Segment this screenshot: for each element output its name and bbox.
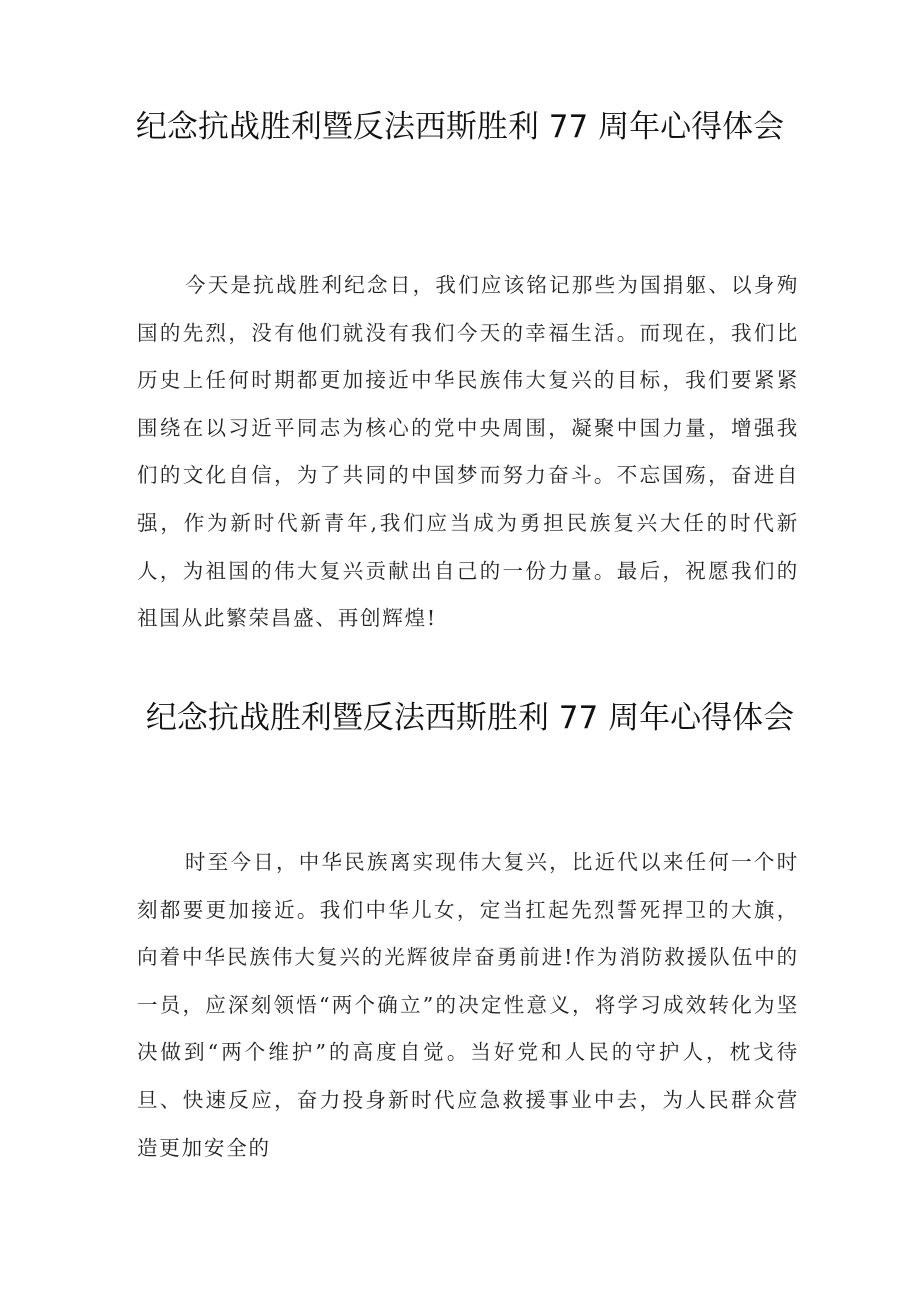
section-1-body: 今天是抗战胜利纪念日，我们应该铭记那些为国捐躯、以身殉国的先烈，没有他们就没有我们今天的幸福生活。而现在，我们比历史上任何时期都更加接近中华民族伟大复兴的目标，我们要紧紧围绕在以习近平同志为核心的党中央周围，凝聚中国力量，增强我们的文化自信，为了共同的中国梦而努力奋斗。不忘国殇，奋进自强，作为新时代新青年,我们应当成为勇担民族复兴大任的时代新人，为祖国的伟大复兴贡献出自己的一份力量。最后，祝愿我们的祖国从此繁荣昌盛、再创辉煌! — [137, 273, 799, 631]
section-2-body: 时至今日，中华民族离实现伟大复兴，比近代以来任何一个时刻都要更加接近。我们中华儿女，定当扛起先烈誓死捍卫的大旗，向着中华民族伟大复兴的光辉彼岸奋勇前进!作为消防救援队伍中的一员，应深刻领悟“两个确立”的决定性意义，将学习成效转化为坚决做到“两个维护”的高度自觉。当好党和人民的守护人，枕戈待旦、快速反应，奋力投身新时代应急救援事业中去，为人民群众营造更加安全的 — [137, 850, 799, 1160]
section-2-title: 纪念抗战胜利暨反法西斯胜利 77 周年心得体会 — [145, 700, 795, 736]
section-1-title: 纪念抗战胜利暨反法西斯胜利 77 周年心得体会 — [135, 109, 785, 145]
